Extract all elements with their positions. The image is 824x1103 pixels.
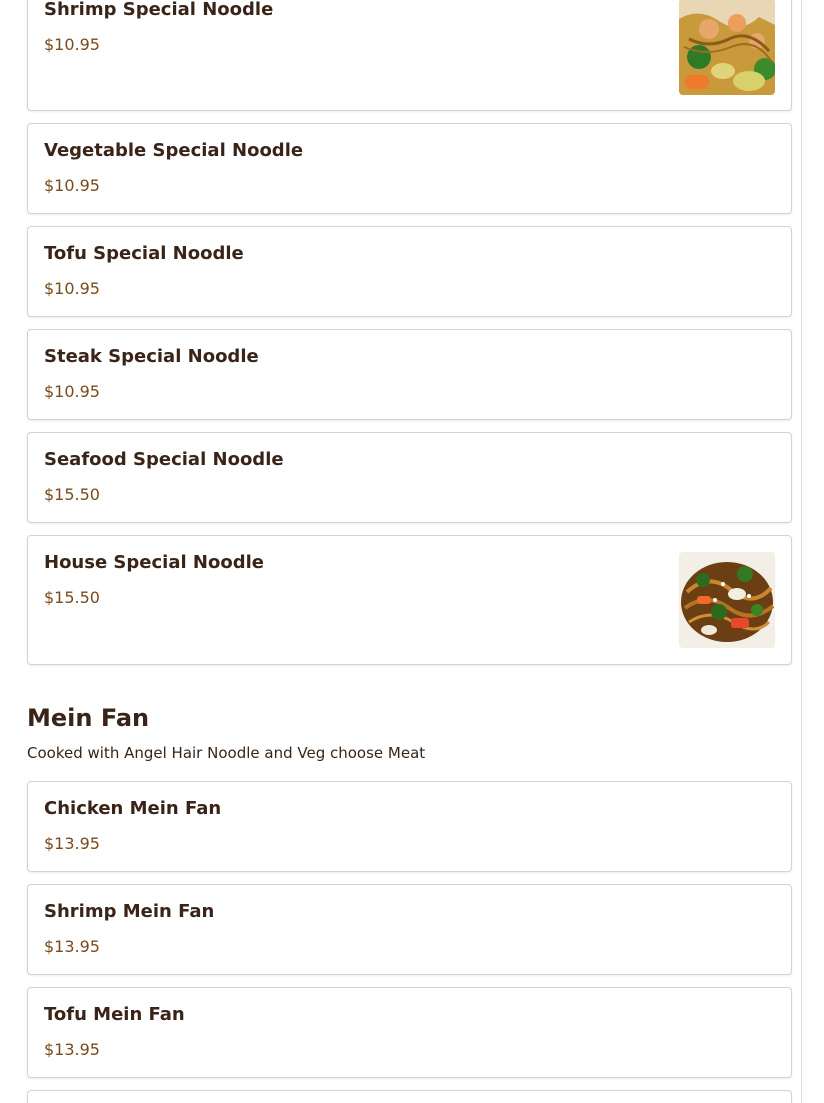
menu-item-card[interactable] <box>27 0 792 111</box>
menu-item-name: Tofu Mein Fan <box>44 1004 185 1025</box>
menu-item-card[interactable] <box>27 781 792 872</box>
menu-item-card[interactable] <box>27 884 792 975</box>
menu-item-price: $15.50 <box>44 588 100 607</box>
menu-item-name: Tofu Special Noodle <box>44 243 244 264</box>
section-description: Cooked with Angel Hair Noodle and Veg choose Meat <box>27 744 426 762</box>
menu-item-name: House Special Noodle <box>44 552 264 573</box>
menu-item-price: $10.95 <box>44 35 100 54</box>
menu-item-price: $15.50 <box>44 485 100 504</box>
menu-item-card[interactable] <box>27 123 792 214</box>
section-title: Mein Fan <box>27 704 150 732</box>
menu-item-price: $13.95 <box>44 1040 100 1059</box>
shrimp-noodle-photo <box>679 0 775 95</box>
menu-item-card[interactable] <box>27 226 792 317</box>
menu-item-card[interactable] <box>27 432 792 523</box>
menu-item-name: Vegetable Special Noodle <box>44 140 304 161</box>
menu-item-card[interactable] <box>27 535 792 665</box>
menu-item-card[interactable] <box>27 987 792 1078</box>
menu-item-card[interactable] <box>27 329 792 420</box>
house-noodle-photo <box>679 552 775 648</box>
menu-item-name: Seafood Special Noodle <box>44 449 284 470</box>
menu-item-name: Steak Special Noodle <box>44 346 259 367</box>
menu-item-name: Chicken Mein Fan <box>44 798 222 819</box>
menu-item-price: $10.95 <box>44 382 100 401</box>
menu-item-price: $10.95 <box>44 176 100 195</box>
menu-item-price: $13.95 <box>44 937 100 956</box>
menu-item-name: Shrimp Mein Fan <box>44 901 215 922</box>
menu-item-name: Shrimp Special Noodle <box>44 0 274 20</box>
menu-item-card[interactable] <box>27 1090 792 1103</box>
menu-item-price: $10.95 <box>44 279 100 298</box>
menu-item-price: $13.95 <box>44 834 100 853</box>
